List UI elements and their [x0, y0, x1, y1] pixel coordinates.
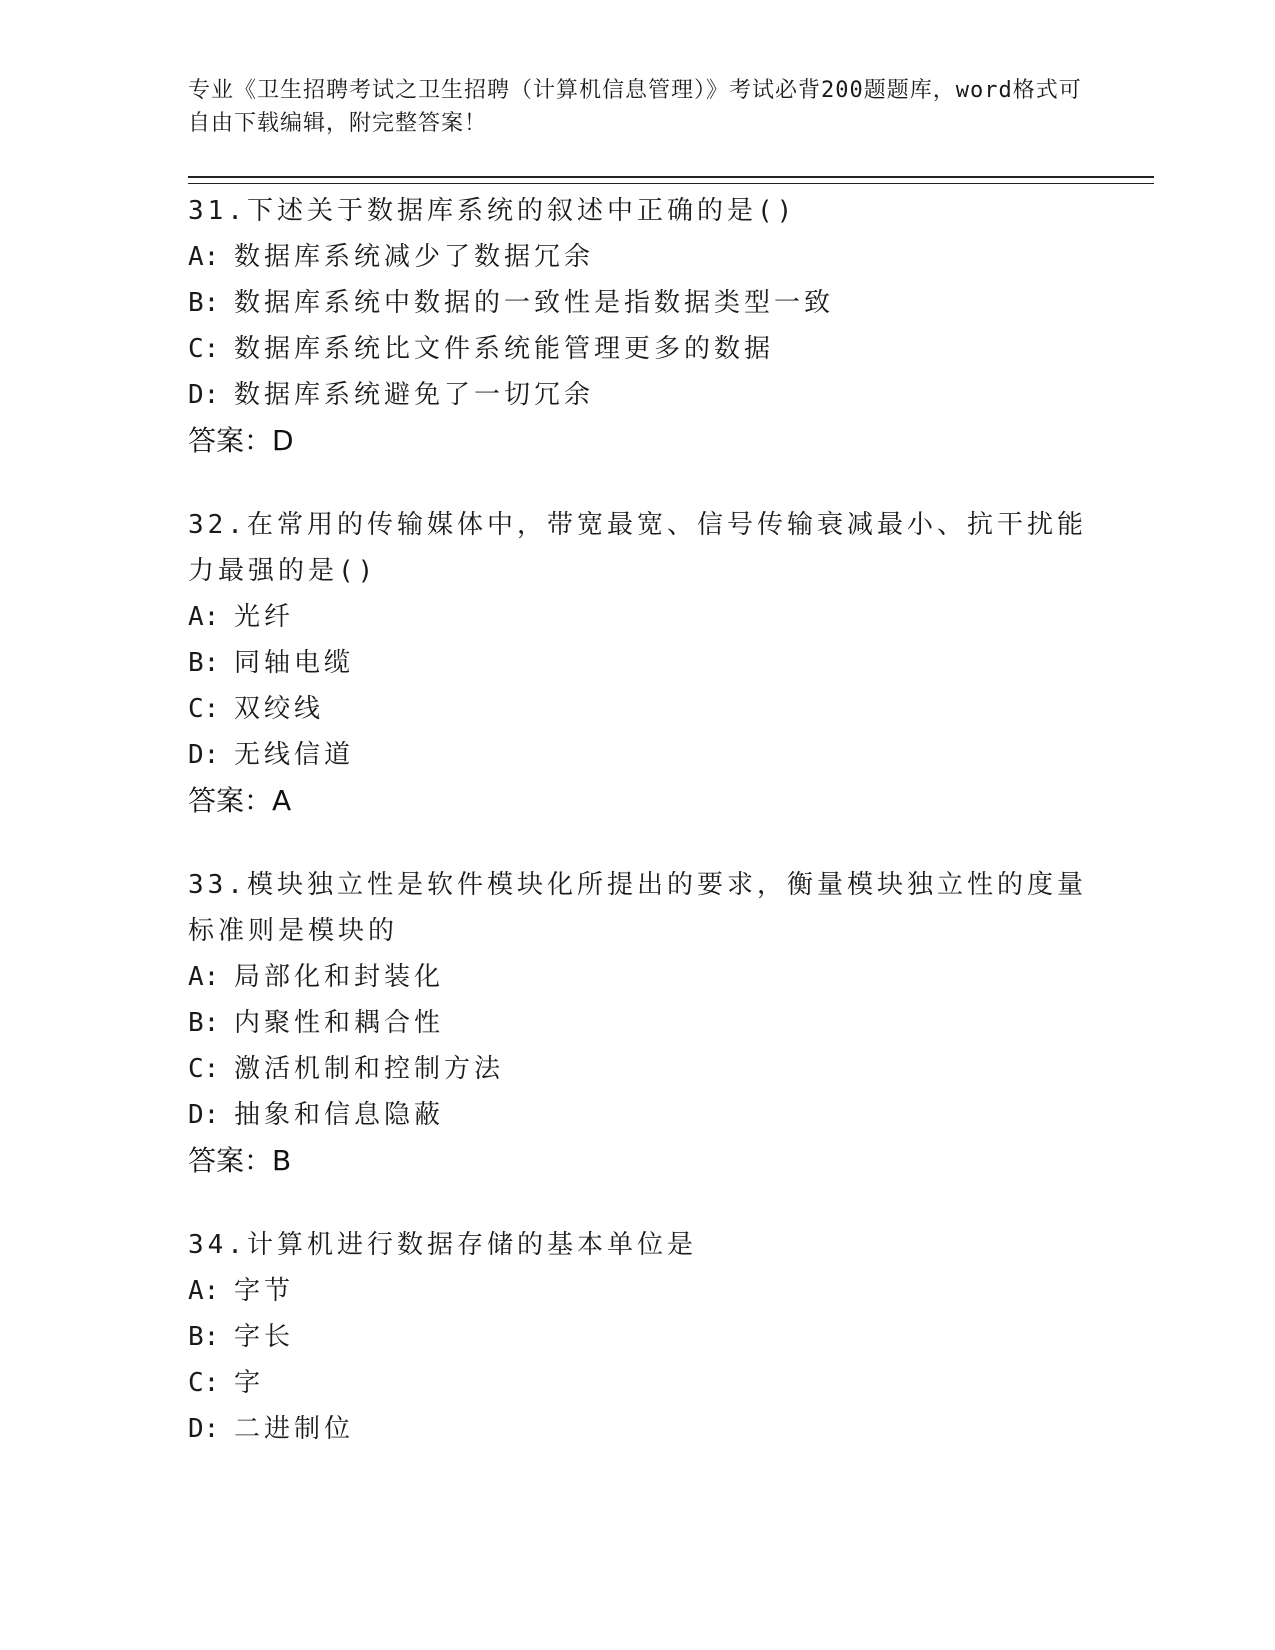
option-text: 数据库系统避免了一切冗余: [234, 380, 595, 410]
option-c: [188, 1360, 1088, 1406]
option-d: [188, 732, 1088, 778]
option-text: 局部化和封装化: [234, 962, 445, 992]
option-text: 光纤: [234, 602, 295, 632]
option-b: [188, 1000, 1088, 1046]
answer-label: 答案：D: [188, 424, 294, 457]
option-letter: A:: [188, 1276, 220, 1306]
option-d: [188, 1406, 1088, 1452]
answer-label: 答案：B: [188, 1144, 292, 1177]
option-d: [188, 1092, 1088, 1138]
option-b: [188, 280, 1088, 326]
option-text: 字长: [234, 1322, 295, 1352]
option-a: [188, 234, 1088, 280]
header-rule-thin: [188, 183, 1154, 184]
option-b: [188, 640, 1088, 686]
option-text: 二进制位: [234, 1414, 355, 1444]
option-text: 数据库系统中数据的一致性是指数据类型一致: [234, 288, 835, 318]
option-letter: B:: [188, 1322, 220, 1352]
option-letter: B:: [188, 648, 220, 678]
option-letter: A:: [188, 242, 220, 272]
question-33: [188, 862, 1088, 1184]
option-a: [188, 1268, 1088, 1314]
answer-label: 答案：A: [188, 784, 292, 817]
option-text: 数据库系统减少了数据冗余: [234, 242, 595, 272]
option-text: 双绞线: [234, 694, 325, 724]
question-stem: 31.下述关于数据库系统的叙述中正确的是(): [188, 196, 797, 226]
question-list: [188, 188, 1088, 1490]
option-text: 内聚性和耦合性: [234, 1008, 445, 1038]
option-a: [188, 954, 1088, 1000]
option-letter: B:: [188, 1008, 220, 1038]
option-letter: D:: [188, 1100, 220, 1130]
question-stem: 32.在常用的传输媒体中，带宽最宽、信号传输衰减最小、抗干扰能力最强的是(): [188, 510, 1087, 586]
option-text: 无线信道: [234, 740, 355, 770]
option-b: [188, 1314, 1088, 1360]
question-32: [188, 502, 1088, 824]
header-rule-thick: [188, 176, 1154, 178]
option-text: 字: [234, 1368, 265, 1398]
option-d: [188, 372, 1088, 418]
option-c: [188, 1046, 1088, 1092]
question-stem: 33.模块独立性是软件模块化所提出的要求，衡量模块独立性的度量标准则是模块的: [188, 870, 1087, 946]
option-letter: C:: [188, 1368, 220, 1398]
option-text: 字节: [234, 1276, 295, 1306]
option-letter: A:: [188, 962, 220, 992]
question-31: [188, 188, 1088, 464]
document-header: 专业《卫生招聘考试之卫生招聘（计算机信息管理）》考试必背200题题库，word格式可自由下载编辑，附完整答案！: [188, 78, 1082, 136]
option-letter: C:: [188, 1054, 220, 1084]
option-letter: A:: [188, 602, 220, 632]
option-letter: D:: [188, 740, 220, 770]
option-text: 数据库系统比文件系统能管理更多的数据: [234, 334, 775, 364]
option-text: 激活机制和控制方法: [234, 1054, 505, 1084]
option-a: [188, 594, 1088, 640]
question-34: [188, 1222, 1088, 1452]
option-text: 同轴电缆: [234, 648, 355, 678]
option-letter: D:: [188, 380, 220, 410]
question-stem: 34.计算机进行数据存储的基本单位是: [188, 1230, 697, 1260]
option-c: [188, 686, 1088, 732]
option-letter: B:: [188, 288, 220, 318]
option-letter: D:: [188, 1414, 220, 1444]
option-letter: C:: [188, 334, 220, 364]
option-c: [188, 326, 1088, 372]
option-letter: C:: [188, 694, 220, 724]
option-text: 抽象和信息隐蔽: [234, 1100, 445, 1130]
